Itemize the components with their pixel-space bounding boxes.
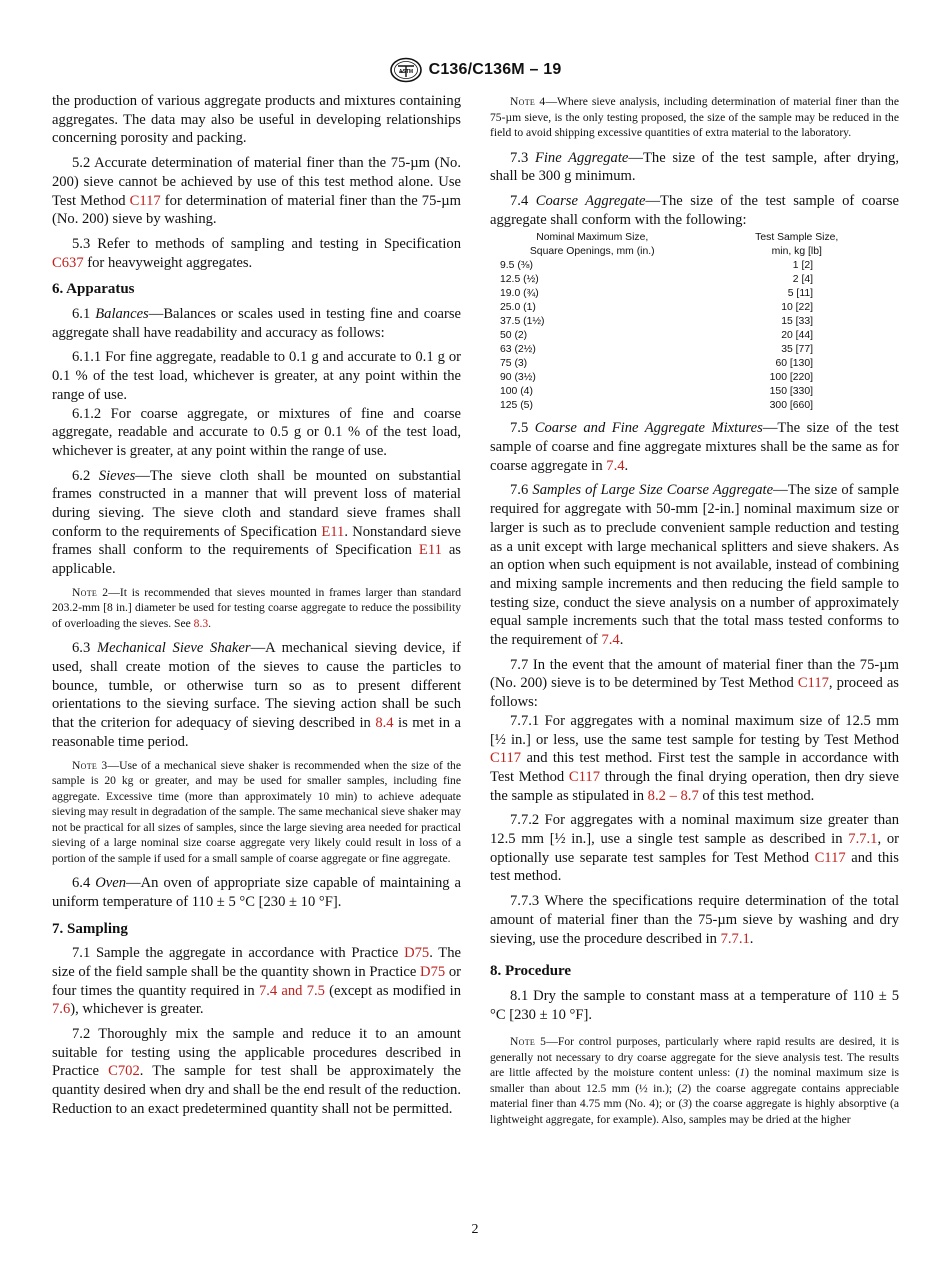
- table-row: [490, 357, 899, 371]
- cell-sample-mass: 2 [4]: [792, 274, 813, 286]
- note-5: Note 5—For control purposes, particularly where rapid results are desired, it is generally not necessary to dry coarse aggregate for the sieve analysis test. The results are little affected by the moisture content unless: (1) the nominal maximum size is smaller than about 12.5 mm (½ in.); (2) the coarse aggregate contains appreciable material finer than 4.75 mm (No. 4); or (3) the coarse aggregate is highly absorptive (a lightweight aggregate, for example). Also, samples may be dried at the higher: [490, 1035, 899, 1126]
- link-c637[interactable]: C637: [52, 254, 84, 271]
- page-number: 2: [471, 1222, 479, 1237]
- cell-nominal-size: 19.0 (¾): [500, 288, 539, 300]
- paragraph-6-1-1: 6.1.1 For fine aggregate, readable to 0.1 g and accurate to 0.1 g or 0.1 % of the test load, whichever is greater, at any point within the range of use.: [52, 349, 461, 403]
- right-column: [490, 94, 899, 1135]
- cell-nominal-size: 75 (3): [500, 358, 528, 370]
- cell-nominal-size: 9.5 (⅜): [500, 260, 533, 272]
- link-e11[interactable]: E11: [418, 542, 442, 559]
- cell-sample-mass: 10 [22]: [781, 302, 813, 314]
- link-c117[interactable]: C117: [490, 750, 522, 767]
- astm-logo-icon: [389, 57, 423, 83]
- cell-sample-mass: 100 [220]: [769, 372, 813, 384]
- paragraph-5-2: 5.2 Accurate determination of material finer than the 75-µm (No. 200) sieve cannot be achieved by use of this test method alone. Use Test Method C117 for determination of material finer than the 75-µm (No. 200) sieve by washing.: [52, 155, 461, 228]
- cell-nominal-size: 90 (3½): [500, 372, 536, 384]
- paragraph-6-2: 6.2 Sieves—The sieve cloth shall be mounted on substantial frames constructed in a manner that will prevent loss of material during sieving. The sieve cloth and standard sieve frames shall conform to the requirements of Specification E11. Nonstandard sieve frames shall conform to the requirements of Specification E11 as applicable.: [52, 467, 461, 578]
- link-7-6[interactable]: 7.6: [52, 1001, 71, 1018]
- paragraph-6-4: 6.4 Oven—An oven of appropriate size capable of maintaining a uniform temperature of 110 ± 5 °C [230 ± 10 °F].: [52, 875, 462, 910]
- cell-sample-mass: 20 [44]: [781, 330, 813, 342]
- cell-sample-mass: 300 [660]: [769, 400, 813, 412]
- cell-sample-mass: 35 [77]: [781, 344, 813, 356]
- link-7-4[interactable]: 7.4: [606, 457, 625, 474]
- left-column: [52, 92, 461, 1125]
- section-heading-procedure: 8. Procedure: [490, 963, 572, 980]
- paragraph-7-5: 7.5 Coarse and Fine Aggregate Mixtures—The size of the test sample of coarse and fine aggregate mixtures shall be the same as for coarse aggregate in 7.4.: [490, 420, 899, 474]
- paragraph-8-1: 8.1 Dry the sample to constant mass at a temperature of 110 ± 5 °C [230 ± 10 °F].: [490, 988, 899, 1023]
- sample-size-table: [490, 231, 899, 413]
- link-e11[interactable]: E11: [321, 523, 345, 540]
- table-row: [490, 315, 899, 329]
- link-d75[interactable]: D75: [404, 945, 430, 962]
- cell-nominal-size: 37.5 (1½): [500, 316, 545, 328]
- note-2: Note 2—It is recommended that sieves mounted in frames larger than standard 203.2-mm [8 in.] diameter be used for testing coarse aggregate to reduce the possibility of overloading the sieves. See 8.3.: [52, 585, 461, 630]
- link-7-4-and-7-5[interactable]: 7.4 and 7.5: [258, 982, 325, 999]
- link-c702[interactable]: C702: [108, 1063, 140, 1080]
- table-row: [490, 399, 899, 413]
- cell-nominal-size: 125 (5): [500, 400, 533, 412]
- paragraph-7-4: 7.4 Coarse Aggregate—The size of the test sample of coarse aggregate shall conform with the following:: [490, 192, 900, 228]
- section-heading-sampling: 7. Sampling: [52, 920, 128, 937]
- cell-nominal-size: 12.5 (½): [500, 274, 539, 286]
- link-c117[interactable]: C117: [568, 768, 600, 785]
- table-row: [490, 329, 899, 343]
- page-header: [0, 56, 950, 84]
- cell-sample-mass: 150 [330]: [769, 386, 813, 398]
- paragraph-7-2: 7.2 Thoroughly mix the sample and reduce it to an amount suitable for testing using the applicable procedures described in Practice C702. The sample for test shall be approximately the quantity desired when dry and shall be the end result of the reduction. Reduction to an exact predetermined quantity shall not be permitted.: [52, 1026, 461, 1117]
- paragraph-7-1: 7.1 Sample the aggregate in accordance with Practice D75. The size of the field sample shall be the quantity shown in Practice D75 or four times the quantity required in 7.4 and 7.5 (except as modified in 7.6), whichever is greater.: [52, 945, 462, 1018]
- paragraph-7-6: 7.6 Samples of Large Size Coarse Aggregate—The size of sample required for aggregate with 50-mm [2-in.] nominal maximum size or larger is such as to preclude convenient sample reduction and testing as a unit except with large mechanical splitters and sieve shakers. As an option when such equipment is not available, instead of combining and mixing sample increments and then reducing the field sample to testing size, conduct the sieve analysis on a number of approximately equal sample increments such that the total mass tested conforms to the requirement of 7.4.: [490, 482, 899, 649]
- cell-nominal-size: 100 (4): [500, 386, 533, 398]
- cell-nominal-size: 25.0 (1): [500, 302, 536, 314]
- paragraph-7-3: 7.3 Fine Aggregate—The size of the test sample, after drying, shall be 300 g minimum.: [490, 149, 899, 185]
- cell-nominal-size: 50 (2): [500, 330, 528, 342]
- cell-nominal-size: 63 (2½): [500, 344, 536, 356]
- paragraph-6-1-2: 6.1.2 For coarse aggregate, or mixtures of fine and coarse aggregate, readable and accurate to 0.5 g or 0.1 % of the test load, whichever is greater, at any point within the range of use.: [52, 405, 461, 459]
- note-3: Note 3—Use of a mechanical sieve shaker is recommended when the size of the sample is 20 kg or greater, and may be used for smaller samples, including fine aggregate. Excessive time (more than approximately 10 min) to achieve adequate sieving may result in degradation of the sample. The same mechanical sieve shaker may not be practical for all sizes of samples, since the large sieving area needed for practical sieving of a large nominal size coarse aggregate very likely could result in loss of a portion of the sample if used for a small sample of coarse aggregate or fine aggregate.: [52, 758, 461, 865]
- table-header-row: [490, 231, 899, 259]
- table-row: [490, 287, 899, 301]
- section-heading-apparatus: 6. Apparatus: [52, 281, 135, 298]
- link-8-4[interactable]: 8.4: [375, 715, 394, 732]
- cell-sample-mass: 60 [130]: [775, 358, 813, 370]
- paragraph-6-1: 6.1 Balances—Balances or scales used in testing fine and coarse aggregate shall have readability and accuracy as follows:: [52, 306, 461, 341]
- column-header-mass: Test Sample Size, min, kg [lb]: [755, 232, 839, 258]
- cell-sample-mass: 5 [11]: [787, 288, 813, 300]
- table-row: [490, 273, 899, 287]
- table-row: [490, 385, 899, 399]
- table-row: [490, 371, 899, 385]
- link-c117[interactable]: C117: [129, 192, 161, 209]
- table-row: [490, 343, 899, 357]
- link-7-4[interactable]: 7.4: [601, 632, 620, 649]
- link-d75[interactable]: D75: [420, 963, 446, 980]
- svg-text:ASTM: ASTM: [398, 69, 413, 75]
- paragraph-7-7: 7.7 In the event that the amount of material finer than the 75-µm (No. 200) sieve is to be determined by Test Method C117, proceed as follows:: [490, 656, 899, 711]
- paragraph-5-3: 5.3 Refer to methods of sampling and testing in Specification C637 for heavyweight aggregates.: [52, 235, 461, 271]
- paragraph-7-7-1: 7.7.1 For aggregates with a nominal maximum size of 12.5 mm [½ in.] or less, use the same test sample for testing by Test Method C117 and this test method. First test the sample in accordance with Test Method C117 through the final drying operation, then dry sieve the sample as stipulated in 8.2 – 8.7 of this test method.: [490, 712, 899, 804]
- link-7-7-1[interactable]: 7.7.1: [720, 930, 750, 947]
- link-8-3[interactable]: 8.3: [193, 616, 209, 630]
- link-7-7-1[interactable]: 7.7.1: [848, 831, 878, 848]
- link-c117[interactable]: C117: [814, 849, 846, 866]
- paragraph-7-7-2: 7.7.2 For aggregates with a nominal maximum size greater than 12.5 mm [½ in.], use a single test sample as described in 7.7.1, or optionally use separate test samples for Test Method C117 and this test method.: [490, 812, 899, 885]
- column-header-size: Nominal Maximum Size, Square Openings, mm (in.): [529, 232, 655, 258]
- document-id: C136/C136M – 19: [428, 61, 562, 78]
- table-row: [490, 259, 899, 273]
- link-c117[interactable]: C117: [797, 675, 829, 692]
- paragraph-continued: the production of various aggregate products and mixtures containing aggregates. The data may also be useful in developing relationships concerning porosity and packing.: [52, 93, 461, 147]
- paragraph-7-7-3: 7.7.3 Where the specifications require determination of the total amount of material finer than the 75-µm sieve by washing and dry sieving, use the procedure described in 7.7.1.: [490, 893, 899, 947]
- cell-sample-mass: 15 [33]: [781, 316, 813, 328]
- note-4: Note 4—Where sieve analysis, including determination of material finer than the 75-µm sieve, is the only testing proposed, the size of the sample may be reduced in the field to avoid shipping excessive quantities of extra material to the laboratory.: [490, 95, 899, 139]
- paragraph-6-3: 6.3 Mechanical Sieve Shaker—A mechanical sieving device, if used, shall create motion of the sieves to cause the particles to bounce, tumble, or otherwise turn so as to present different orientations to the sieving surface. The sieving action shall be such that the criterion for adequacy of sieving described in 8.4 is met in a reasonable time period.: [52, 640, 461, 750]
- cell-sample-mass: 1 [2]: [792, 260, 813, 272]
- link-8-2-8-7[interactable]: 8.2 – 8.7: [647, 787, 699, 804]
- table-row: [490, 301, 899, 315]
